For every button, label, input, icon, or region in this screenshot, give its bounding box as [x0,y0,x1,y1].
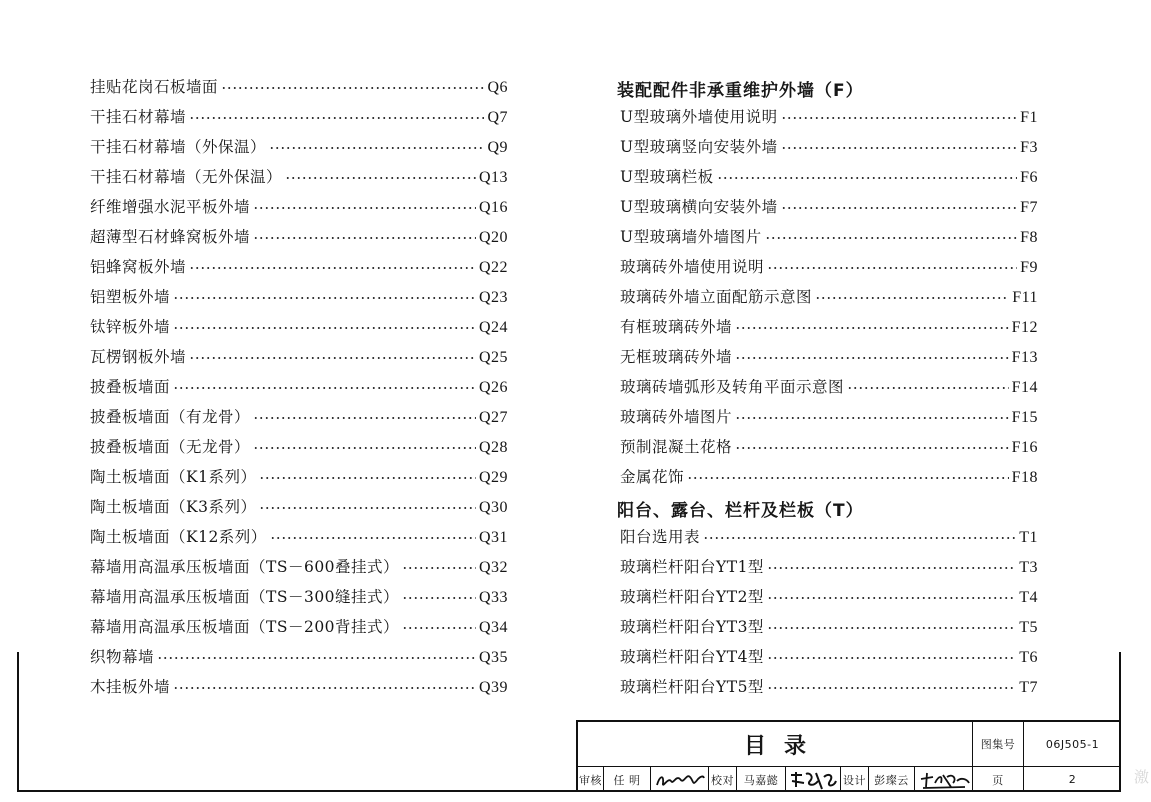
toc-entry-page: Q34 [478,619,508,636]
toc-entry-title: U型玻璃墙外墙图片 [620,228,762,247]
toc-entry-title: 干挂石材幕墙 [90,108,187,127]
drawing-title: 目录 [743,733,824,759]
toc-entry-page: Q33 [478,589,508,606]
checker-name: 马嘉懿 [743,773,779,787]
toc-entry-title: 干挂石材幕墙（外保温） [90,138,267,157]
reviewer-signature [651,767,708,792]
dot-leader [253,447,476,449]
toc-entry [620,226,1038,250]
toc-entry-title: 钛锌板外墙 [90,318,171,337]
toc-entry [90,586,508,610]
dot-leader [402,597,476,599]
toc-entry-page: Q30 [478,499,508,516]
designer-signature [915,767,972,792]
toc-entry [90,436,508,460]
toc-entry-title: 陶土板墙面（K3系列） [90,498,257,517]
toc-entry [90,256,508,280]
toc-entry-page: Q39 [478,679,508,696]
dot-leader [402,627,476,629]
toc-entry-title: 玻璃砖外墙使用说明 [620,258,765,277]
toc-entry-page: F3 [1020,139,1038,156]
toc-entry-page: T7 [1019,679,1038,696]
toc-entry [90,346,508,370]
toc-entry [620,346,1038,370]
toc-entry-title: 超薄型石材蜂窝板外墙 [90,228,251,247]
toc-entry [620,136,1038,160]
toc-entry-page: Q23 [478,289,508,306]
toc-entry-title: 木挂板外墙 [90,678,171,697]
dot-leader [253,237,476,239]
toc-entry-page: F1 [1020,109,1038,126]
title-block [576,720,1121,792]
toc-entry-title: 玻璃栏杆阳台YT1型 [620,558,764,577]
toc-entry-title: 披叠板墙面 [90,378,171,397]
toc-entry-page: F11 [1012,289,1038,306]
toc-entry-page: T4 [1019,589,1038,606]
toc-entry-page: F18 [1011,469,1038,486]
toc-entry-title: U型玻璃外墙使用说明 [620,108,778,127]
dot-leader [189,267,476,269]
design-label: 设计 [843,773,866,787]
toc-entry-page: Q24 [478,319,508,336]
toc-entry-page: F12 [1011,319,1038,336]
dot-leader [270,537,476,539]
toc-entry-title: 玻璃砖外墙图片 [620,408,733,427]
toc-entry-page: F8 [1020,229,1038,246]
atlas-label: 图集号 [980,738,1016,751]
toc-entry-page: Q35 [478,649,508,666]
dot-leader [815,297,1009,299]
toc-entry [620,646,1038,670]
toc-entry [90,496,508,520]
dot-leader [687,477,1009,479]
toc-entry-title: 干挂石材幕墙（无外保温） [90,168,283,187]
frame-left-line [17,652,19,792]
toc-entry-page: Q7 [487,109,508,126]
dot-leader [767,597,1016,599]
toc-entry [620,286,1038,310]
toc-entry-page: Q13 [478,169,508,186]
toc-entry-title: 无框玻璃砖外墙 [620,348,733,367]
toc-entry [620,466,1038,490]
toc-entry-title: 玻璃栏杆阳台YT5型 [620,678,764,697]
toc-entry [90,106,508,130]
dot-leader [735,417,1009,419]
dot-leader [173,327,476,329]
toc-entry-page: Q27 [478,409,508,426]
toc-entry-page: Q26 [478,379,508,396]
dot-leader [269,147,484,149]
toc-entry-page: Q16 [478,199,508,216]
dot-leader [173,387,476,389]
toc-entry-title: 玻璃砖外墙立面配筋示意图 [620,288,813,307]
dot-leader [253,417,476,419]
toc-entry-title: 织物幕墙 [90,648,155,667]
toc-entry-page: F7 [1020,199,1038,216]
toc-entry [620,376,1038,400]
toc-entry-title: 玻璃栏杆阳台YT2型 [620,588,764,607]
dot-leader [189,117,484,119]
page-number: 2 [1068,773,1077,786]
designer-name: 彭璨云 [874,773,909,787]
toc-entry-title: 陶土板墙面（K12系列） [90,528,267,547]
dot-leader [253,207,476,209]
toc-entry [90,646,508,670]
toc-entry-title: 陶土板墙面（K1系列） [90,468,257,487]
toc-entry-title: 挂贴花岗石板墙面 [90,78,219,97]
dot-leader [259,477,475,479]
toc-entry-page: F14 [1011,379,1038,396]
dot-leader [765,237,1018,239]
dot-leader [402,567,476,569]
toc-entry-title: 披叠板墙面（无龙骨） [90,438,251,457]
toc-entry-page: F9 [1020,259,1038,276]
dot-leader [847,387,1009,389]
toc-entry [620,406,1038,430]
toc-entry [620,316,1038,340]
toc-entry-page: F6 [1020,169,1038,186]
toc-entry-page: F15 [1011,409,1038,426]
toc-entry-page: Q29 [478,469,508,486]
toc-entry [90,76,508,100]
toc-entry [90,466,508,490]
toc-entry [90,136,508,160]
toc-entry-page: T5 [1019,619,1038,636]
dot-leader [767,657,1016,659]
toc-entry-page: Q6 [487,79,508,96]
toc-entry-page: T6 [1019,649,1038,666]
toc-entry-title: U型玻璃栏板 [620,168,714,187]
dot-leader [781,117,1018,119]
toc-entry [90,286,508,310]
toc-entry-title: 铝塑板外墙 [90,288,171,307]
toc-entry [90,226,508,250]
toc-entry [620,106,1038,130]
toc-entry [90,316,508,340]
toc-entry [620,676,1038,700]
dot-leader [259,507,475,509]
toc-entry [90,616,508,640]
dot-leader [157,657,476,659]
toc-entry-page: T1 [1019,529,1038,546]
section-heading-t: 阳台、露台、栏杆及栏板（T） [617,501,864,521]
dot-leader [767,627,1016,629]
toc-entry-title: 阳台选用表 [620,528,701,547]
dot-leader [781,147,1018,149]
check-label: 校对 [711,773,734,787]
toc-entry [90,166,508,190]
toc-entry [90,526,508,550]
toc-entry-page: Q9 [487,139,508,156]
toc-entry-page: Q28 [478,439,508,456]
toc-entry [90,196,508,220]
toc-entry-title: 预制混凝土花格 [620,438,733,457]
section-heading-f: 装配配件非承重维护外墙（F） [617,81,864,101]
dot-leader [173,297,476,299]
page-label: 页 [992,773,1004,787]
toc-entry-title: U型玻璃横向安装外墙 [620,198,778,217]
toc-entry-page: Q22 [478,259,508,276]
dot-leader [735,327,1009,329]
toc-entry-page: Q20 [478,229,508,246]
dot-leader [781,207,1018,209]
toc-entry-title: 瓦楞钢板外墙 [90,348,187,367]
toc-entry-title: 金属花饰 [620,468,685,487]
toc-entry-title: 幕墙用高温承压板墙面（TS－200背挂式） [90,618,400,637]
toc-entry-title: 玻璃栏杆阳台YT3型 [620,618,764,637]
toc-entry-title: 披叠板墙面（有龙骨） [90,408,251,427]
dot-leader [735,357,1009,359]
toc-entry [90,376,508,400]
toc-entry [620,256,1038,280]
toc-entry [620,526,1038,550]
dot-leader [221,87,484,89]
toc-entry [620,616,1038,640]
watermark-text: 激 [1133,768,1149,786]
toc-entry-title: 幕墙用高温承压板墙面（TS－600叠挂式） [90,558,400,577]
dot-leader [285,177,476,179]
toc-entry [90,406,508,430]
toc-entry-title: 纤维增强水泥平板外墙 [90,198,251,217]
toc-entry-page: Q32 [478,559,508,576]
toc-entry-title: U型玻璃竖向安装外墙 [620,138,778,157]
toc-entry-page: Q31 [478,529,508,546]
toc-entry [620,586,1038,610]
dot-leader [735,447,1009,449]
atlas-number: 06J505-1 [1045,737,1100,751]
dot-leader [717,177,1018,179]
dot-leader [767,567,1016,569]
toc-entry [90,556,508,580]
toc-entry-title: 铝蜂窝板外墙 [90,258,187,277]
toc-entry-page: F16 [1011,439,1038,456]
toc-entry [620,166,1038,190]
toc-entry-page: Q25 [478,349,508,366]
toc-entry-title: 幕墙用高温承压板墙面（TS－300缝挂式） [90,588,400,607]
toc-entry [620,556,1038,580]
toc-entry [90,676,508,700]
review-label: 审核 [579,773,602,787]
toc-entry-title: 玻璃栏杆阳台YT4型 [620,648,764,667]
dot-leader [767,687,1016,689]
toc-entry [620,436,1038,460]
dot-leader [189,357,476,359]
toc-entry-page: T3 [1019,559,1038,576]
reviewer-name: 任 明 [613,773,641,787]
toc-entry-page: F13 [1011,349,1038,366]
toc-entry-title: 有框玻璃砖外墙 [620,318,733,337]
toc-entry-title: 玻璃砖墙弧形及转角平面示意图 [620,378,845,397]
checker-signature [786,767,840,792]
dot-leader [173,687,476,689]
dot-leader [703,537,1016,539]
toc-entry [620,196,1038,220]
dot-leader [767,267,1017,269]
